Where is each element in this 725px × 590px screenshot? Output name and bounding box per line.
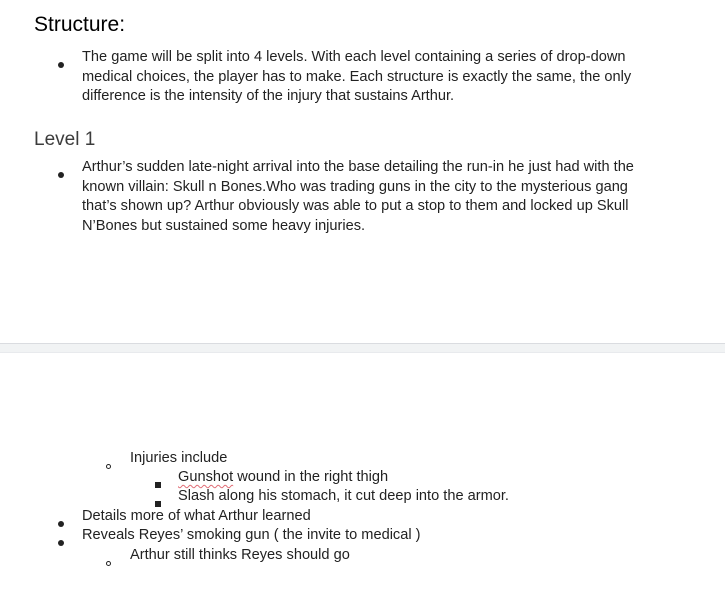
details-text: Details more of what Arthur learned: [82, 508, 311, 524]
injury-1-text: [178, 468, 388, 488]
document-page-2: [0, 353, 725, 590]
injuries-label: Injuries include: [130, 450, 228, 466]
level-1-bullet: [0, 158, 725, 238]
bullet-circle-icon: [106, 553, 111, 573]
bullet-dot-icon: [58, 55, 64, 75]
injury-1-rest: wound in the right thigh: [233, 469, 389, 485]
reveals-text: Reveals Reyes’ smoking gun ( the invite to medical ): [82, 527, 421, 543]
page-break: [0, 343, 725, 353]
injury-item-1: [0, 468, 725, 488]
bullet-dot-icon: [58, 165, 64, 185]
structure-bullet-text: [82, 48, 631, 107]
reyes-note-item: [0, 546, 725, 566]
injuries-item: [0, 449, 725, 469]
misspelled-word[interactable]: Gunshot: [178, 469, 234, 485]
structure-line-3: difference is the intensity of the injury that sustains Arthur.: [82, 88, 455, 104]
details-item: [0, 507, 725, 527]
injury-2-text: Slash along his stomach, it cut deep into the armor.: [178, 488, 509, 504]
level-1-line-2: known villain: Skull n Bones.Who was trading guns in the city to the mysterious gang: [82, 178, 628, 195]
level-1-bullet-text: [82, 158, 634, 236]
level-1-heading: Level 1: [34, 129, 96, 150]
structure-line-2: medical choices, the player has to make. Each structure is exactly the same, the only: [82, 68, 632, 85]
structure-bullet: [0, 48, 725, 108]
level-1-line-1: Arthur’s sudden late-night arrival into the base detailing the run-in he just had with the: [82, 159, 634, 175]
level-1-line-4: N’Bones but sustained some heavy injuries.: [82, 217, 366, 234]
reveals-item: [0, 526, 725, 546]
structure-heading: Structure:: [34, 13, 126, 36]
level-1-line-3: that’s shown up? Arthur obviously was able to put a stop to them and locked up Skull: [82, 198, 629, 214]
reyes-note-text: Arthur still thinks Reyes should go: [130, 547, 350, 563]
injury-item-2: [0, 487, 725, 507]
structure-line-1: The game will be split into 4 levels. With each level containing a series of drop-down: [82, 49, 626, 65]
